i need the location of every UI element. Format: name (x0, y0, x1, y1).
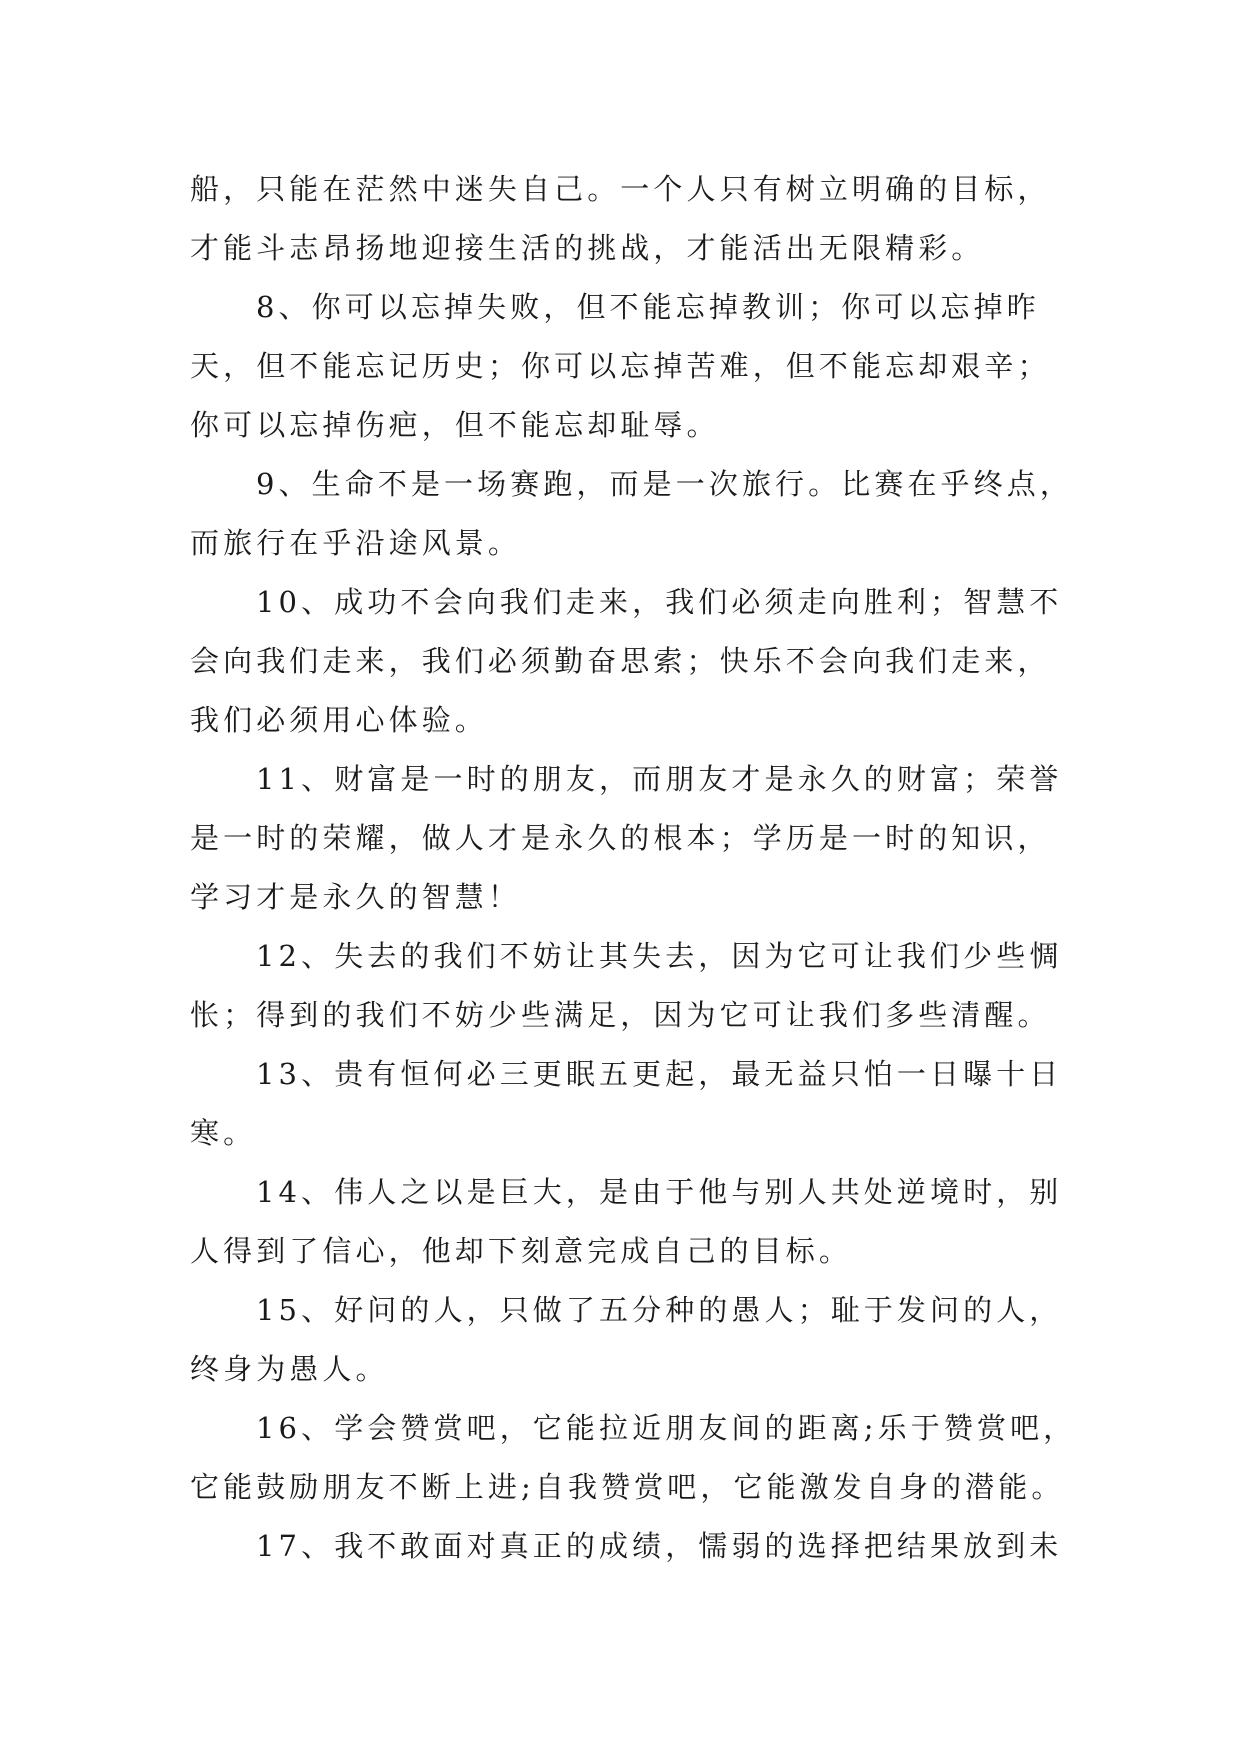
paragraph-item-8 (190, 278, 1070, 455)
text-line: 学习才是永久的智慧！ (190, 880, 522, 914)
text-line: 10、成功不会向我们走来，我们必须走向胜利；智慧不 (256, 585, 1063, 619)
text-line: 船，只能在茫然中迷失自己。一个人只有树立明确的目标， (190, 172, 1051, 206)
text-line: 14、伟人之以是巨大，是由于他与别人共处逆境时，别 (256, 1175, 1063, 1209)
text-line: 而旅行在乎沿途风景。 (190, 526, 522, 560)
text-line: 11、财富是一时的朋友，而朋友才是永久的财富；荣誉 (256, 762, 1063, 796)
text-line: 我们必须用心体验。 (190, 703, 488, 737)
paragraph-intro-continuation (190, 160, 1070, 278)
paragraph-item-16 (190, 1399, 1077, 1517)
text-line: 才能斗志昂扬地迎接生活的挑战，才能活出无限精彩。 (190, 231, 985, 265)
paragraph-item-15 (190, 1281, 1070, 1399)
text-line: 天，但不能忘记历史；你可以忘掉苦难，但不能忘却艰辛； (190, 349, 1051, 383)
paragraph-item-13 (190, 1045, 1070, 1163)
paragraph-item-17 (190, 1517, 1070, 1576)
text-line: 9、生命不是一场赛跑，而是一次旅行。比赛在乎终点， (256, 467, 1073, 501)
text-line: 寒。 (190, 1116, 257, 1150)
text-line: 16、学会赞赏吧，它能拉近朋友间的距离;乐于赞赏吧， (256, 1411, 1077, 1445)
text-line: 你可以忘掉伤疤，但不能忘却耻辱。 (190, 408, 720, 442)
text-line: 12、失去的我们不妨让其失去，因为它可让我们少些惆 (256, 939, 1063, 973)
text-line: 它能鼓励朋友不断上进;自我赞赏吧，它能激发自身的潜能。 (190, 1470, 1065, 1504)
paragraph-item-9 (190, 455, 1073, 573)
paragraph-item-14 (190, 1163, 1070, 1281)
text-line: 怅；得到的我们不妨少些满足，因为它可让我们多些清醒。 (190, 998, 1051, 1032)
text-line: 8、你可以忘掉失败，但不能忘掉教训；你可以忘掉昨 (256, 290, 1040, 324)
text-line: 会向我们走来，我们必须勤奋思索；快乐不会向我们走来， (190, 644, 1051, 678)
text-line: 17、我不敢面对真正的成绩，懦弱的选择把结果放到未 (256, 1529, 1063, 1563)
text-line: 是一时的荣耀，做人才是永久的根本；学历是一时的知识， (190, 821, 1051, 855)
text-line: 15、好问的人，只做了五分种的愚人；耻于发问的人， (256, 1293, 1063, 1327)
text-line: 人得到了信心，他却下刻意完成自己的目标。 (190, 1234, 853, 1268)
paragraph-item-10 (190, 573, 1070, 750)
text-line: 13、贵有恒何必三更眠五更起，最无益只怕一日曝十日 (256, 1057, 1063, 1091)
paragraph-item-12 (190, 927, 1070, 1045)
paragraph-item-11 (190, 750, 1070, 927)
document-body (190, 160, 1077, 1576)
text-line: 终身为愚人。 (190, 1352, 389, 1386)
